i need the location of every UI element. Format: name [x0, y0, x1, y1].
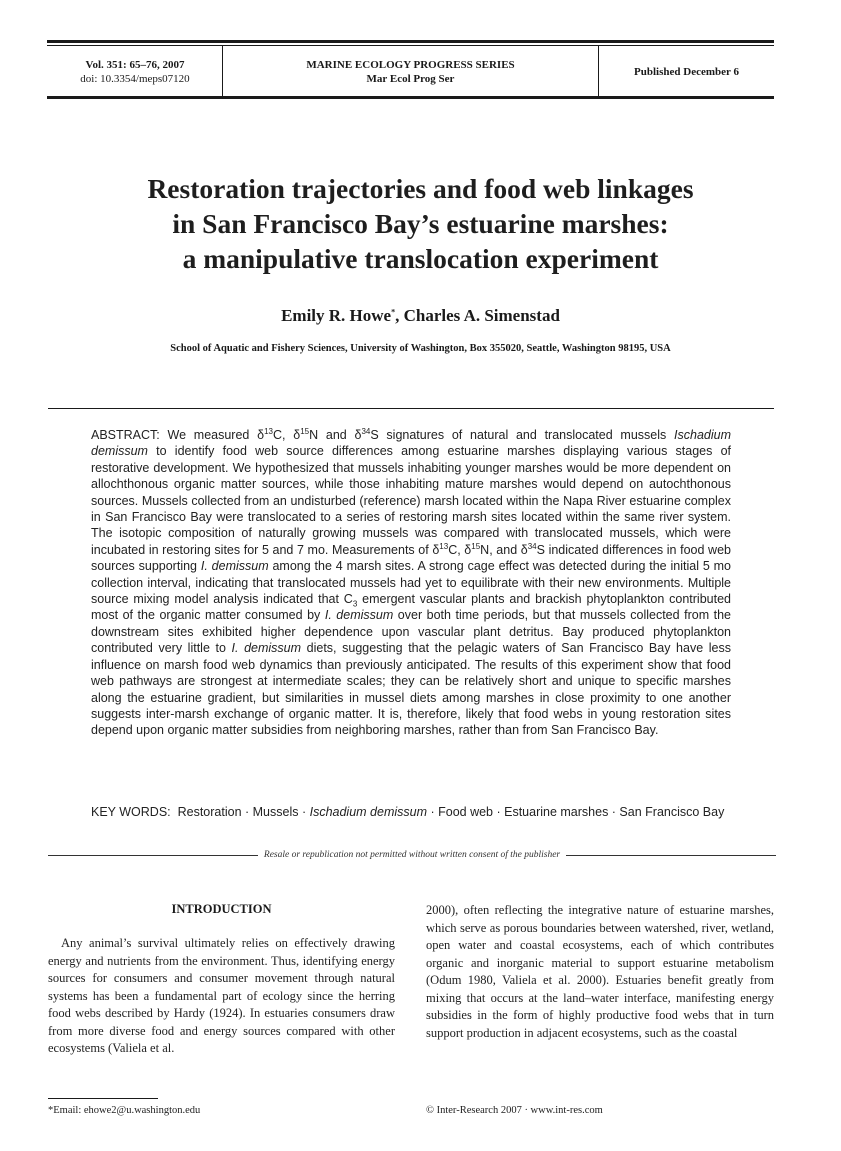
header-volume: Vol. 351: 65–76, 2007	[85, 59, 185, 71]
keywords-species: Ischadium demissum	[309, 805, 427, 819]
isotope-sup: 13	[264, 426, 273, 436]
isotope-sup: 34	[361, 426, 371, 436]
section-heading-introduction: INTRODUCTION	[171, 902, 272, 916]
resale-text: Resale or republication not permitted without written consent of the publisher	[263, 850, 561, 860]
species-name: Ischadium demissum	[91, 428, 731, 459]
abstract-text: S indicated differences in food web sources supporting	[91, 542, 731, 574]
resale-notice	[48, 848, 776, 862]
title-line-3: a manipulative translocation experiment	[182, 243, 659, 274]
title-line-1: Restoration trajectories and food web linkages	[147, 173, 694, 204]
header-journal-abbrev: Mar Ecol Prog Ser	[366, 73, 455, 85]
abstract-text: emergent vascular plants and brackish phytoplankton contributed most of the organic matter consumed by	[91, 592, 731, 623]
resale-rule-right	[566, 855, 776, 856]
abstract-text: C, δ	[272, 428, 301, 442]
isotope-sup: 13	[439, 541, 449, 551]
header-bottom-rule	[47, 96, 774, 99]
header-top-rule-thin	[47, 45, 774, 46]
resale-rule-left	[48, 855, 258, 856]
abstract-text: over both time periods, but that mussels collected from the downstream sites exhibited higher dependence upon vascular plant detritus. Bay produced phytoplankton contributed very little to	[91, 608, 731, 656]
affiliation: School of Aquatic and Fishery Sciences, University of Washington, Box 355020, Seattle, Washington 98195, USA	[170, 343, 671, 354]
header-published: Published December 6	[634, 66, 739, 78]
abstract-text: S signatures of natural and translocated mussels	[370, 428, 675, 442]
isotope-sup: 15	[300, 426, 310, 436]
footer-copyright: © Inter-Research 2007 · www.int-res.com	[426, 1105, 603, 1116]
abstract-text: to identify food web source differences among estuarine marshes displaying various stages of restorative development. We hypothesized that mussels inhabiting younger marshes would be more dependent on allochthonous organic matter sources, while those inhabiting mature marshes would depend on autochthonous sources. Mussels collected from an undisturbed (reference) marsh located within the Napa River estuarine complex in San Francisco Bay were translocated to a series of restoring marsh sites located within the same river system. The isotopic composition of naturally growing mussels was compared with translocated mussels, which were incubated in restoring sites for 5 and 7 mo. Measurements of δ	[91, 444, 731, 557]
species-name: I. demissum	[324, 608, 394, 623]
abstract-text: diets, suggesting that the pelagic waters of San Francisco Bay have less influence on marsh food web dynamics than previously anticipated. The results of this experiment show that food web pathways are strongest at intermediate scales; they can be relatively short and unique to specific marshes along the estuarine gradient, but similarities in mussel diets among marshes in close proximity to one another suggests inter-marsh exchange of organic matter. It is, therefore, likely that food webs in young restoration sites depend upon organic matter subsidies from neighboring marshes, rather than from San Francisco Bay.	[91, 641, 731, 738]
abstract-text: N and δ	[309, 428, 362, 442]
abstract	[91, 427, 731, 739]
intro-left-column: Any animal’s survival ultimately relies on effectively drawing energy and nutrients from the environment. Thus, identifying energy sources for consumers and consumer movement through natural systems has been a fundamental part of ecology since the herring food webs described by Hardy (1924). In estuaries consumers draw from more diverse food and energy sources compared with other ecosystems (Valiela et al.	[48, 936, 395, 1055]
species-name: I. demissum	[200, 559, 269, 574]
author-list	[40, 306, 801, 326]
abstract-text: We measured δ	[167, 428, 265, 442]
abstract-label: ABSTRACT:	[91, 428, 168, 442]
isotope-sup: 34	[527, 541, 537, 551]
author-2: , Charles A. Simenstad	[395, 306, 560, 325]
header-journal-block	[223, 58, 598, 86]
header-journal: MARINE ECOLOGY PROGRESS SERIES	[306, 59, 515, 71]
keywords-label: KEY WORDS:	[91, 805, 171, 819]
header-doi: doi: 10.3354/meps07120	[80, 73, 190, 85]
abstract-top-rule	[48, 408, 774, 409]
keywords-text: · Food web · Estuarine marshes · San Francisco Bay	[427, 805, 725, 819]
author-1: Emily R. Howe	[281, 306, 392, 325]
footnote-rule	[48, 1098, 158, 1099]
abstract-text: among the 4 marsh sites. A strong cage effect was detected during the initial 5 mo collection interval, indicating that translocated mussels had yet to equilibrate with their new environments. Multiple source mixing model analysis indicated that C	[91, 559, 731, 607]
header-volume-block	[48, 58, 222, 86]
intro-right-column: 2000), often reflecting the integrative nature of estuarine marshes, which serve as porous boundaries between watershed, river, wetland, open water and coastal ecosystems, each of which contributes organic and inorganic material to support estuarine metabolism (Odum 1980, Valiela et al. 2000). Estuaries benefit greatly from mixing that occurs at the land–water interface, manifesting energy subsidies in the form of highly productive food webs that in turn support production in adjacent ecosystems, such as the coastal	[426, 903, 774, 1040]
title-line-2: in San Francisco Bay’s estuarine marshes:	[172, 208, 669, 239]
carbon-subscript: 3	[352, 599, 358, 609]
isotope-sup: 15	[471, 541, 481, 551]
keywords	[91, 804, 731, 820]
species-name: I. demissum	[231, 641, 302, 656]
keywords-text: Restoration · Mussels ·	[170, 805, 310, 819]
abstract-text: N, and δ	[480, 542, 528, 557]
abstract-text: C, δ	[448, 542, 472, 557]
footnote-email: *Email: ehowe2@u.washington.edu	[48, 1105, 201, 1116]
corresponding-author-mark: *	[391, 307, 396, 317]
header-top-rule	[47, 40, 774, 43]
article-title	[40, 171, 801, 276]
